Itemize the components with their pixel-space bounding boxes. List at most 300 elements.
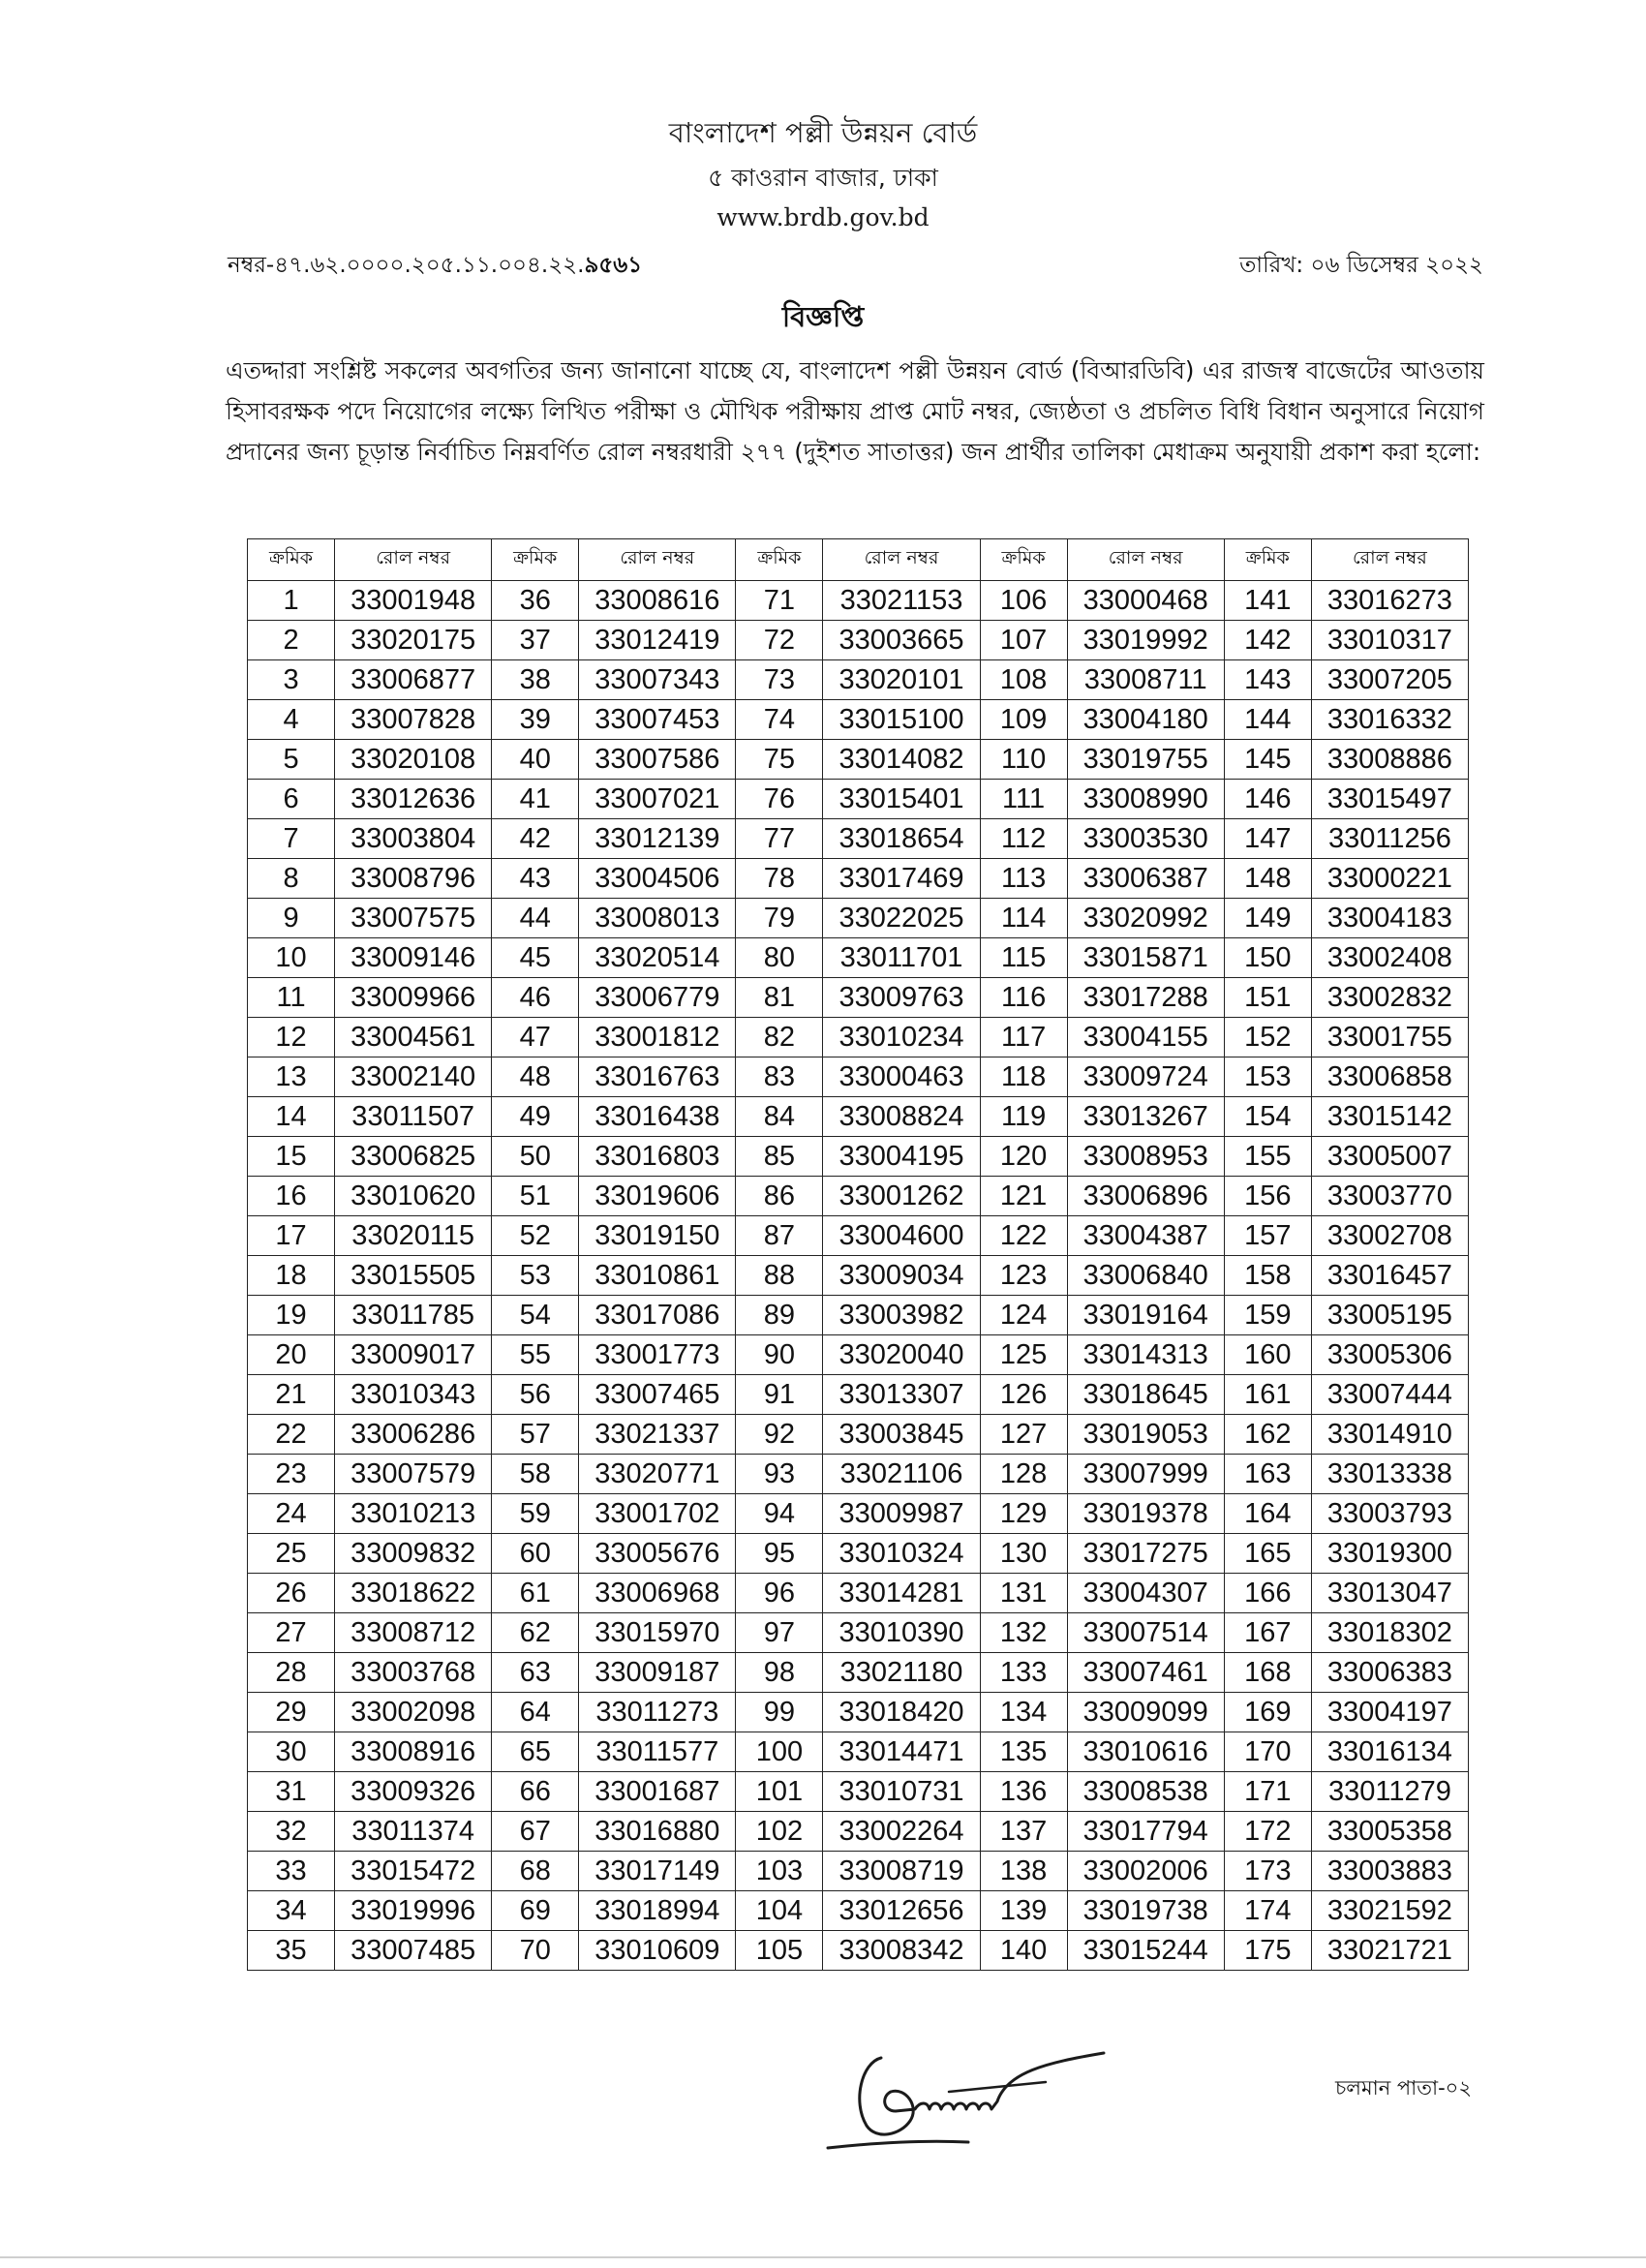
serial-cell: 54 (492, 1296, 579, 1335)
serial-cell: 5 (248, 740, 335, 780)
serial-cell: 125 (980, 1335, 1067, 1375)
serial-cell: 28 (248, 1653, 335, 1693)
roll-number-cell: 33019378 (1067, 1494, 1224, 1534)
roll-number-cell: 33001812 (579, 1018, 736, 1057)
roll-number-cell: 33014313 (1067, 1335, 1224, 1375)
table-header-row (248, 539, 1469, 581)
serial-cell: 53 (492, 1256, 579, 1296)
serial-cell: 4 (248, 700, 335, 740)
roll-number-cell: 33021721 (1311, 1931, 1468, 1971)
serial-cell: 24 (248, 1494, 335, 1534)
serial-cell: 174 (1224, 1891, 1311, 1931)
serial-cell: 84 (736, 1097, 823, 1137)
roll-number-cell: 33010343 (335, 1375, 492, 1415)
serial-cell: 62 (492, 1613, 579, 1653)
roll-number-cell: 33005007 (1311, 1137, 1468, 1177)
serial-cell: 73 (736, 660, 823, 700)
roll-number-cell: 33016134 (1311, 1732, 1468, 1772)
serial-cell: 2 (248, 621, 335, 660)
serial-cell: 50 (492, 1137, 579, 1177)
serial-cell: 15 (248, 1137, 335, 1177)
roll-number-cell: 33012636 (335, 780, 492, 819)
column-header: রোল নম্বর (579, 539, 736, 581)
roll-number-cell: 33011577 (579, 1732, 736, 1772)
roll-number-cell: 33021153 (823, 581, 980, 621)
serial-cell: 48 (492, 1057, 579, 1097)
roll-number-cell: 33016273 (1311, 581, 1468, 621)
roll-number-cell: 33009326 (335, 1772, 492, 1812)
serial-cell: 114 (980, 899, 1067, 938)
serial-cell: 132 (980, 1613, 1067, 1653)
serial-cell: 25 (248, 1534, 335, 1574)
roll-number-cell: 33015497 (1311, 780, 1468, 819)
memo-number (228, 247, 642, 285)
serial-cell: 131 (980, 1574, 1067, 1613)
roll-number-cell: 33010731 (823, 1772, 980, 1812)
serial-cell: 47 (492, 1018, 579, 1057)
serial-cell: 118 (980, 1057, 1067, 1097)
roll-number-cell: 33008796 (335, 859, 492, 899)
serial-cell: 7 (248, 819, 335, 859)
serial-cell: 133 (980, 1653, 1067, 1693)
roll-number-cell: 33006877 (335, 660, 492, 700)
roll-number-cell: 33012419 (579, 621, 736, 660)
serial-cell: 36 (492, 581, 579, 621)
roll-number-cell: 33008824 (823, 1097, 980, 1137)
roll-number-cell: 33010390 (823, 1613, 980, 1653)
roll-number-cell: 33008916 (335, 1732, 492, 1772)
serial-cell: 175 (1224, 1931, 1311, 1971)
organization-name: বাংলাদেশ পল্লী উন্নয়ন বোর্ড (668, 116, 978, 149)
table-row (248, 1216, 1469, 1256)
serial-cell: 27 (248, 1613, 335, 1653)
roll-number-cell: 33004197 (1311, 1693, 1468, 1732)
serial-cell: 91 (736, 1375, 823, 1415)
roll-number-cell: 33020514 (579, 938, 736, 978)
serial-cell: 119 (980, 1097, 1067, 1137)
serial-cell: 20 (248, 1335, 335, 1375)
serial-cell: 13 (248, 1057, 335, 1097)
table-row (248, 1772, 1469, 1812)
roll-number-cell: 33008719 (823, 1852, 980, 1891)
serial-cell: 66 (492, 1772, 579, 1812)
serial-cell: 83 (736, 1057, 823, 1097)
serial-cell: 99 (736, 1693, 823, 1732)
roll-number-cell: 33010324 (823, 1534, 980, 1574)
roll-number-cell: 33012656 (823, 1891, 980, 1931)
roll-number-cell: 33022025 (823, 899, 980, 938)
roll-number-cell: 33006387 (1067, 859, 1224, 899)
table-row (248, 1931, 1469, 1971)
serial-cell: 26 (248, 1574, 335, 1613)
organization-website: www.brdb.gov.bd (716, 203, 930, 231)
table-row (248, 859, 1469, 899)
roll-number-cell: 33021337 (579, 1415, 736, 1455)
serial-cell: 82 (736, 1018, 823, 1057)
roll-number-cell: 33019738 (1067, 1891, 1224, 1931)
table-row (248, 899, 1469, 938)
roll-number-cell: 33006968 (579, 1574, 736, 1613)
serial-cell: 147 (1224, 819, 1311, 859)
serial-cell: 18 (248, 1256, 335, 1296)
roll-number-cell: 33004155 (1067, 1018, 1224, 1057)
serial-cell: 60 (492, 1534, 579, 1574)
roll-number-cell: 33001702 (579, 1494, 736, 1534)
roll-number-cell: 33015100 (823, 700, 980, 740)
roll-number-cell: 33004561 (335, 1018, 492, 1057)
roll-number-cell: 33021592 (1311, 1891, 1468, 1931)
memo-number-bold: ৯৫৬১ (584, 253, 643, 278)
roll-number-cell: 33011279 (1311, 1772, 1468, 1812)
roll-number-cell: 33020040 (823, 1335, 980, 1375)
column-header: ক্রমিক (736, 539, 823, 581)
serial-cell: 71 (736, 581, 823, 621)
serial-cell: 6 (248, 780, 335, 819)
roll-number-cell: 33004307 (1067, 1574, 1224, 1613)
roll-number-cell: 33015970 (579, 1613, 736, 1653)
roll-number-cell: 33019150 (579, 1216, 736, 1256)
roll-number-cell: 33017149 (579, 1852, 736, 1891)
roll-number-cell: 33005306 (1311, 1335, 1468, 1375)
roll-number-cell: 33015401 (823, 780, 980, 819)
roll-number-cell: 33003883 (1311, 1852, 1468, 1891)
roll-number-cell: 33010861 (579, 1256, 736, 1296)
roll-number-cell: 33007828 (335, 700, 492, 740)
roll-number-cell: 33008538 (1067, 1772, 1224, 1812)
roll-number-cell: 33013047 (1311, 1574, 1468, 1613)
roll-number-cell: 33015871 (1067, 938, 1224, 978)
roll-number-cell: 33016803 (579, 1137, 736, 1177)
roll-number-cell: 33010609 (579, 1931, 736, 1971)
serial-cell: 78 (736, 859, 823, 899)
serial-cell: 80 (736, 938, 823, 978)
table-row (248, 1732, 1469, 1772)
serial-cell: 34 (248, 1891, 335, 1931)
roll-number-cell: 33011507 (335, 1097, 492, 1137)
roll-number-cell: 33004195 (823, 1137, 980, 1177)
serial-cell: 126 (980, 1375, 1067, 1415)
roll-number-cell: 33006825 (335, 1137, 492, 1177)
roll-number-cell: 33020115 (335, 1216, 492, 1256)
serial-cell: 116 (980, 978, 1067, 1018)
serial-cell: 64 (492, 1693, 579, 1732)
serial-cell: 65 (492, 1732, 579, 1772)
serial-cell: 77 (736, 819, 823, 859)
roll-number-cell: 33015142 (1311, 1097, 1468, 1137)
serial-cell: 165 (1224, 1534, 1311, 1574)
roll-number-cell: 33009966 (335, 978, 492, 1018)
serial-cell: 41 (492, 780, 579, 819)
serial-cell: 74 (736, 700, 823, 740)
table-row (248, 1534, 1469, 1574)
serial-cell: 123 (980, 1256, 1067, 1296)
roll-number-cell: 33006840 (1067, 1256, 1224, 1296)
table-body (248, 581, 1469, 1971)
serial-cell: 138 (980, 1852, 1067, 1891)
column-header: ক্রমিক (1224, 539, 1311, 581)
column-header: ক্রমিক (492, 539, 579, 581)
roll-number-cell: 33020771 (579, 1455, 736, 1494)
roll-number-cell: 33002708 (1311, 1216, 1468, 1256)
serial-cell: 59 (492, 1494, 579, 1534)
table-row (248, 581, 1469, 621)
roll-number-cell: 33009763 (823, 978, 980, 1018)
serial-cell: 3 (248, 660, 335, 700)
column-header: ক্রমিক (248, 539, 335, 581)
roll-number-cell: 33009724 (1067, 1057, 1224, 1097)
serial-cell: 141 (1224, 581, 1311, 621)
serial-cell: 67 (492, 1812, 579, 1852)
table-row (248, 660, 1469, 700)
roll-number-cell: 33019053 (1067, 1415, 1224, 1455)
continuation-note: চলমান পাতা-০২ (1334, 2076, 1472, 2099)
serial-cell: 14 (248, 1097, 335, 1137)
table-row (248, 780, 1469, 819)
roll-number-cell: 33004180 (1067, 700, 1224, 740)
serial-cell: 51 (492, 1177, 579, 1216)
serial-cell: 106 (980, 581, 1067, 621)
roll-number-cell: 33009017 (335, 1335, 492, 1375)
roll-number-cell: 33017086 (579, 1296, 736, 1335)
roll-number-cell: 33009987 (823, 1494, 980, 1534)
serial-cell: 128 (980, 1455, 1067, 1494)
roll-number-cell: 33005676 (579, 1534, 736, 1574)
serial-cell: 89 (736, 1296, 823, 1335)
table-row (248, 1891, 1469, 1931)
serial-cell: 103 (736, 1852, 823, 1891)
table-row (248, 1812, 1469, 1852)
serial-cell: 144 (1224, 700, 1311, 740)
serial-cell: 58 (492, 1455, 579, 1494)
roll-number-cell: 33021106 (823, 1455, 980, 1494)
serial-cell: 142 (1224, 621, 1311, 660)
serial-cell: 110 (980, 740, 1067, 780)
serial-cell: 42 (492, 819, 579, 859)
table-row (248, 621, 1469, 660)
roll-number-cell: 33003665 (823, 621, 980, 660)
serial-cell: 46 (492, 978, 579, 1018)
serial-cell: 105 (736, 1931, 823, 1971)
roll-number-cell: 33008886 (1311, 740, 1468, 780)
roll-number-cell: 33004387 (1067, 1216, 1224, 1256)
notice-title: বিজ্ঞপ্তি (781, 300, 865, 333)
table-row (248, 1057, 1469, 1097)
serial-cell: 100 (736, 1732, 823, 1772)
serial-cell: 21 (248, 1375, 335, 1415)
serial-cell: 115 (980, 938, 1067, 978)
roll-number-cell: 33007575 (335, 899, 492, 938)
serial-cell: 117 (980, 1018, 1067, 1057)
serial-cell: 39 (492, 700, 579, 740)
serial-cell: 140 (980, 1931, 1067, 1971)
roll-number-cell: 33017794 (1067, 1812, 1224, 1852)
table-row (248, 1574, 1469, 1613)
table-row (248, 819, 1469, 859)
roll-number-cell: 33015505 (335, 1256, 492, 1296)
roll-number-cell: 33010616 (1067, 1732, 1224, 1772)
roll-number-cell: 33020992 (1067, 899, 1224, 938)
table-row (248, 740, 1469, 780)
serial-cell: 139 (980, 1891, 1067, 1931)
roll-number-cell: 33014910 (1311, 1415, 1468, 1455)
roll-number-cell: 33002006 (1067, 1852, 1224, 1891)
serial-cell: 129 (980, 1494, 1067, 1534)
memo-date: তারিখ: ০৬ ডিসেম্বর ২০২২ (1239, 253, 1483, 278)
serial-cell: 124 (980, 1296, 1067, 1335)
serial-cell: 90 (736, 1335, 823, 1375)
memo-number-prefix: নম্বর-৪৭.৬২.০০০০.২০৫.১১.০০৪.২২. (228, 253, 585, 278)
serial-cell: 96 (736, 1574, 823, 1613)
serial-cell: 160 (1224, 1335, 1311, 1375)
roll-number-cell: 33006286 (335, 1415, 492, 1455)
roll-number-cell: 33005358 (1311, 1812, 1468, 1852)
roll-number-cell: 33019606 (579, 1177, 736, 1216)
serial-cell: 79 (736, 899, 823, 938)
roll-number-cell: 33001262 (823, 1177, 980, 1216)
serial-cell: 161 (1224, 1375, 1311, 1415)
table-row (248, 1296, 1469, 1335)
roll-number-cell: 33014471 (823, 1732, 980, 1772)
roll-number-cell: 33018645 (1067, 1375, 1224, 1415)
roll-number-cell: 33016880 (579, 1812, 736, 1852)
table-header (248, 539, 1469, 581)
serial-cell: 153 (1224, 1057, 1311, 1097)
serial-cell: 104 (736, 1891, 823, 1931)
serial-cell: 150 (1224, 938, 1311, 978)
serial-cell: 37 (492, 621, 579, 660)
table-row (248, 1852, 1469, 1891)
serial-cell: 167 (1224, 1613, 1311, 1653)
roll-number-cell: 33008711 (1067, 660, 1224, 700)
roll-number-cell: 33014082 (823, 740, 980, 780)
serial-cell: 163 (1224, 1455, 1311, 1494)
roll-number-cell: 33002408 (1311, 938, 1468, 978)
roll-number-cell: 33003530 (1067, 819, 1224, 859)
roll-number-cell: 33010317 (1311, 621, 1468, 660)
roll-number-cell: 33007021 (579, 780, 736, 819)
roll-number-cell: 33007205 (1311, 660, 1468, 700)
roll-number-cell: 33007485 (335, 1931, 492, 1971)
serial-cell: 172 (1224, 1812, 1311, 1852)
roll-number-cell: 33011256 (1311, 819, 1468, 859)
roll-number-cell: 33010234 (823, 1018, 980, 1057)
table-row (248, 1097, 1469, 1137)
table-row (248, 1375, 1469, 1415)
serial-cell: 68 (492, 1852, 579, 1891)
serial-cell: 154 (1224, 1097, 1311, 1137)
roll-number-cell: 33007453 (579, 700, 736, 740)
roll-number-cell: 33002832 (1311, 978, 1468, 1018)
roll-number-cell: 33016438 (579, 1097, 736, 1137)
roll-number-cell: 33007343 (579, 660, 736, 700)
serial-cell: 148 (1224, 859, 1311, 899)
roll-number-cell: 33007579 (335, 1455, 492, 1494)
serial-cell: 1 (248, 581, 335, 621)
serial-cell: 86 (736, 1177, 823, 1216)
serial-cell: 92 (736, 1415, 823, 1455)
serial-cell: 157 (1224, 1216, 1311, 1256)
serial-cell: 33 (248, 1852, 335, 1891)
roll-number-cell: 33000221 (1311, 859, 1468, 899)
serial-cell: 108 (980, 660, 1067, 700)
serial-cell: 87 (736, 1216, 823, 1256)
roll-number-cell: 33020108 (335, 740, 492, 780)
roll-number-cell: 33007465 (579, 1375, 736, 1415)
roll-number-cell: 33011701 (823, 938, 980, 978)
roll-number-cell: 33008013 (579, 899, 736, 938)
serial-cell: 173 (1224, 1852, 1311, 1891)
roll-number-cell: 33020175 (335, 621, 492, 660)
serial-cell: 155 (1224, 1137, 1311, 1177)
roll-number-cell: 33009187 (579, 1653, 736, 1693)
roll-number-cell: 33003770 (1311, 1177, 1468, 1216)
column-header: রোল নম্বর (1067, 539, 1224, 581)
roll-number-cell: 33000463 (823, 1057, 980, 1097)
table-row (248, 1335, 1469, 1375)
serial-cell: 166 (1224, 1574, 1311, 1613)
table-row (248, 1256, 1469, 1296)
serial-cell: 94 (736, 1494, 823, 1534)
serial-cell: 32 (248, 1812, 335, 1852)
roll-number-cell: 33003768 (335, 1653, 492, 1693)
serial-cell: 23 (248, 1455, 335, 1494)
serial-cell: 146 (1224, 780, 1311, 819)
roll-number-cell: 33008342 (823, 1931, 980, 1971)
roll-number-cell: 33015472 (335, 1852, 492, 1891)
serial-cell: 70 (492, 1931, 579, 1971)
table-row (248, 700, 1469, 740)
serial-cell: 112 (980, 819, 1067, 859)
roll-number-cell: 33007461 (1067, 1653, 1224, 1693)
column-header: রোল নম্বর (1311, 539, 1468, 581)
serial-cell: 122 (980, 1216, 1067, 1256)
roll-number-cell: 33009832 (335, 1534, 492, 1574)
serial-cell: 63 (492, 1653, 579, 1693)
serial-cell: 12 (248, 1018, 335, 1057)
roll-number-table (247, 538, 1469, 1971)
table-row (248, 1653, 1469, 1693)
roll-number-cell: 33004506 (579, 859, 736, 899)
serial-cell: 130 (980, 1534, 1067, 1574)
serial-cell: 152 (1224, 1018, 1311, 1057)
roll-number-cell: 33010213 (335, 1494, 492, 1534)
roll-number-cell: 33008953 (1067, 1137, 1224, 1177)
serial-cell: 168 (1224, 1653, 1311, 1693)
serial-cell: 113 (980, 859, 1067, 899)
serial-cell: 120 (980, 1137, 1067, 1177)
serial-cell: 45 (492, 938, 579, 978)
serial-cell: 72 (736, 621, 823, 660)
serial-cell: 162 (1224, 1415, 1311, 1455)
roll-number-cell: 33020101 (823, 660, 980, 700)
roll-number-cell: 33009146 (335, 938, 492, 978)
table-row (248, 1613, 1469, 1653)
roll-number-cell: 33018622 (335, 1574, 492, 1613)
roll-number-cell: 33012139 (579, 819, 736, 859)
serial-cell: 97 (736, 1613, 823, 1653)
table-row (248, 978, 1469, 1018)
roll-number-cell: 33013307 (823, 1375, 980, 1415)
serial-cell: 9 (248, 899, 335, 938)
roll-number-cell: 33008712 (335, 1613, 492, 1653)
roll-number-cell: 33018654 (823, 819, 980, 859)
table-row (248, 1177, 1469, 1216)
roll-number-cell: 33003804 (335, 819, 492, 859)
serial-cell: 101 (736, 1772, 823, 1812)
column-header: রোল নম্বর (335, 539, 492, 581)
roll-number-cell: 33010620 (335, 1177, 492, 1216)
roll-number-cell: 33019755 (1067, 740, 1224, 780)
